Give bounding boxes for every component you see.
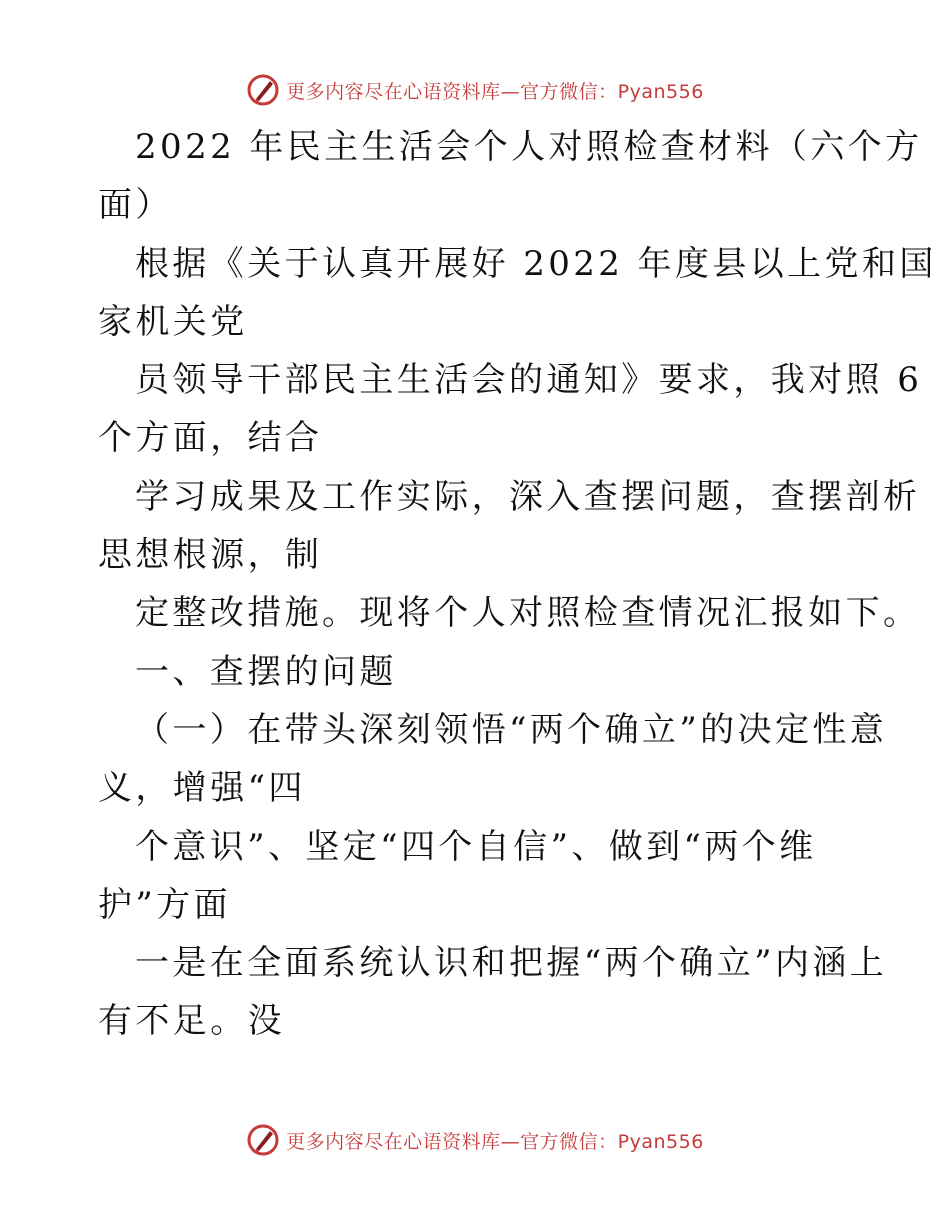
pen-logo-icon xyxy=(246,1123,280,1157)
text-line: 学习成果及工作实际，深入查摆问题，查摆剖析 xyxy=(135,476,921,517)
text-line: 面） xyxy=(98,185,173,226)
watermark-text: 更多内容尽在心语资料库—官方微信：Pyan556 xyxy=(286,80,704,103)
text-line: 定整改措施。现将个人对照检查情况汇报如下。 xyxy=(135,593,921,634)
text-line: 员领导干部民主生活会的通知》要求，我对照 6 xyxy=(135,360,923,401)
text-line: 有不足。没 xyxy=(98,1001,285,1042)
text-line: 2022 年民主生活会个人对照检查材料（六个方 xyxy=(135,127,923,167)
watermark-text: 更多内容尽在心语资料库—官方微信：Pyan556 xyxy=(286,1130,704,1153)
text-line: 一、查摆的问题 xyxy=(135,651,397,692)
text-line: 家机关党 xyxy=(98,301,248,342)
text-line: 根据《关于认真开展好 2022 年度县以上党和国 xyxy=(135,243,937,284)
text-line: 个意识”、坚定“四个自信”、做到“两个维 xyxy=(135,826,817,867)
pen-logo-icon xyxy=(246,73,280,107)
footer-watermark xyxy=(0,1120,950,1160)
header-watermark xyxy=(0,70,950,110)
text-line: 一是在全面系统认识和把握“两个确立”内涵上 xyxy=(135,943,888,984)
text-line: 思想根源，制 xyxy=(98,535,323,576)
document-body xyxy=(98,118,937,1051)
text-line: 义，增强“四 xyxy=(98,768,306,809)
text-line: 个方面，结合 xyxy=(98,418,323,459)
text-line: （一）在带头深刻领悟“两个确立”的决定性意 xyxy=(135,709,888,750)
text-line: 护”方面 xyxy=(98,884,231,925)
